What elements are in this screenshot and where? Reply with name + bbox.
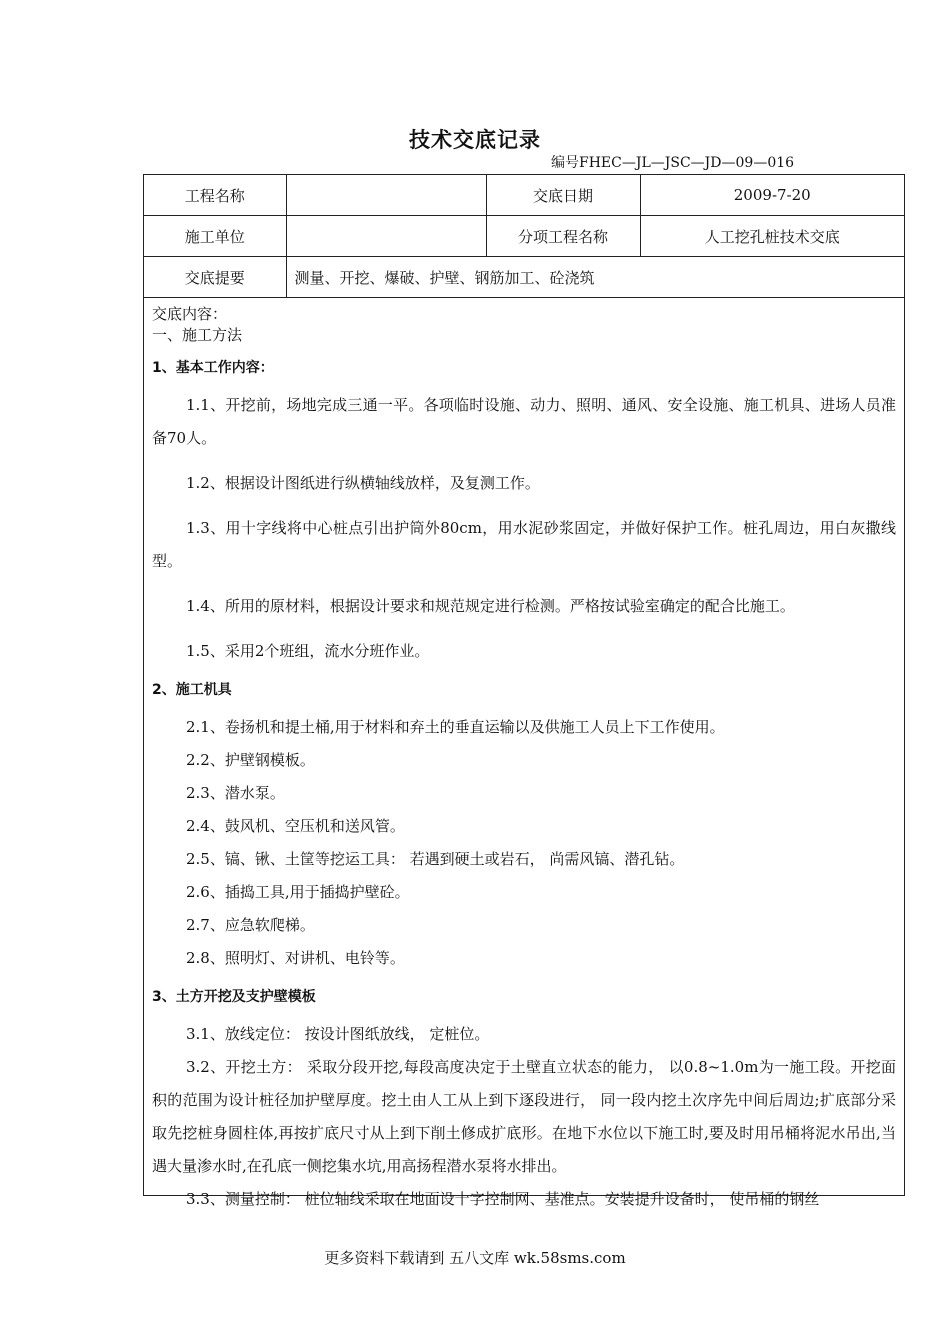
section-heading: 1、基本工作内容： (152, 360, 274, 376)
content-item: 2.1、卷扬机和提土桶,用于材料和弃土的垂直运输以及供施工人员上下工作使用。 (186, 718, 725, 736)
section-heading: 3、土方开挖及支护壁模板 (152, 989, 316, 1005)
content-item: 2.5、镐、锹、土筐等挖运工具： 若遇到硬土或岩石， 尚需风镐、潜孔钻。 (186, 850, 685, 868)
date-label: 交底日期 (486, 175, 640, 216)
header-table (144, 175, 904, 298)
unit-value (286, 216, 486, 257)
content-item: 2.2、护壁钢模板。 (186, 751, 315, 769)
content-item: 3.2、开挖土方： 采取分段开挖,每段高度决定于土壁直立状态的能力， 以0.8~1.0m为一施工段。开挖面积的范围为设计桩径加护壁厚度。挖土由人工从上到下逐段进行， 同一段内挖土次序先中间后周边;扩底部分采取先挖桩身圆柱体,再按扩底尺寸从上到下削土修成扩底形。在地下水位以下施工时,要及时用吊桶将泥水吊出,当遇大量渗水时,在孔底一侧挖集水坑,用高扬程潜水泵将水排出。 (152, 1058, 896, 1175)
date-value: 2009-7-20 (640, 175, 904, 216)
unit-label: 施工单位 (144, 216, 286, 257)
footer-note: 更多资料下载请到 五八文库 wk.58sms.com (324, 1249, 626, 1267)
sub-project-value: 人工挖孔桩技术交底 (640, 216, 904, 257)
content-item: 2.7、应急软爬梯。 (186, 916, 315, 934)
section-heading: 2、施工机具 (152, 682, 232, 698)
method-heading: 一、施工方法 (152, 326, 243, 344)
content-item: 1.4、所用的原材料，根据设计要求和规范规定进行检测。严格按试验室确定的配合比施工。 (186, 597, 795, 615)
content-item: 2.6、插捣工具,用于插捣护壁砼。 (186, 883, 410, 901)
content-item: 1.2、根据设计图纸进行纵横轴线放样，及复测工作。 (186, 474, 540, 492)
project-name-label: 工程名称 (144, 175, 286, 216)
content-item: 1.3、用十字线将中心桩点引出护筒外80cm，用水泥砂浆固定，并做好保护工作。桩孔周边，用白灰撒线型。 (152, 519, 896, 570)
section-basic-work (152, 358, 896, 668)
project-name-value (286, 175, 486, 216)
content-item: 2.3、潜水泵。 (186, 784, 285, 802)
summary-value: 测量、开挖、爆破、护壁、钢筋加工、砼浇筑 (286, 257, 904, 298)
summary-label: 交底提要 (144, 257, 286, 298)
record-table (143, 174, 905, 1208)
content-item: 2.4、鼓风机、空压机和送风管。 (186, 817, 405, 835)
content-item: 2.8、照明灯、对讲机、电铃等。 (186, 949, 405, 967)
header-row-unit (144, 216, 904, 257)
content-item: 1.5、采用2个班组，流水分班作业。 (186, 642, 430, 660)
header-row-summary (144, 257, 904, 298)
document-number: 编号FHEC—JL—JSC—JD—09—016 (551, 155, 795, 171)
document-title: 技术交底记录 (409, 128, 541, 152)
content-item: 1.1、开挖前，场地完成三通一平。各项临时设施、动力、照明、通风、安全设施、施工机具、进场人员准备70人。 (152, 396, 896, 447)
content-item: 3.3、测量控制： 桩位轴线采取在地面设十字控制网、基准点。安装提升设备时， 使吊桶的钢丝 (186, 1190, 820, 1208)
section-excavation (152, 987, 896, 1216)
header-row-project (144, 175, 904, 216)
section-machinery (152, 680, 896, 975)
content-intro: 交底内容： (152, 305, 228, 323)
sub-project-label: 分项工程名称 (486, 216, 640, 257)
content-item: 3.1、放线定位： 按设计图纸放线， 定桩位。 (186, 1025, 490, 1043)
disclosure-content (144, 298, 904, 1216)
